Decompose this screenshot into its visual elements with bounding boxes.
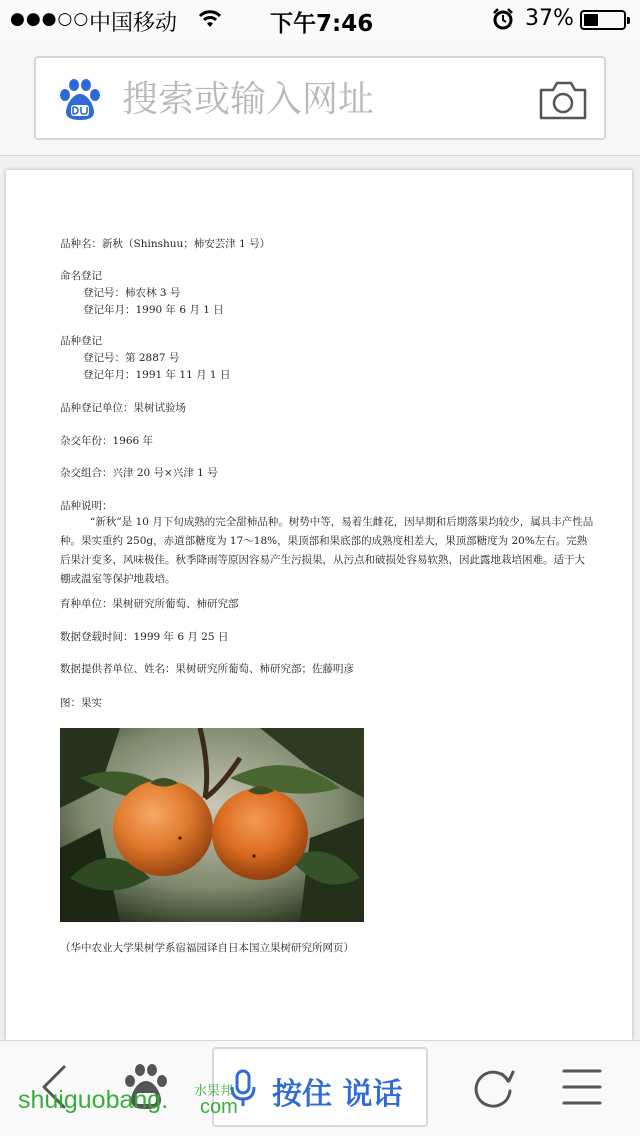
wifi-icon [198,8,222,30]
carrier-name: 中国移动 [89,11,178,36]
photo-caption: （华中农业大学果树学系宿福园译自日本国立果树研究所网页） [60,942,354,954]
cross-combination: 杂交组合：兴津 20 号×兴津 1 号 [60,467,218,479]
variety-name: 品种名：新秋（Shinshuu；柿安芸津 1 号） [60,238,271,250]
alarm-icon [492,8,514,30]
site-watermark [18,1083,238,1118]
search-input[interactable] [122,74,522,124]
variety-registration-heading: 品种登记 [60,335,102,347]
clock: 下午7:46 [270,11,374,37]
voice-input-button[interactable] [212,1047,428,1127]
registration-unit: 品种登记单位：果树试验场 [60,402,186,414]
breeding-unit: 育种单位：果树研究所葡萄、柿研究部 [60,598,239,610]
variety-registration-date: 登记年月：1991 年 11 月 1 日 [83,369,231,381]
naming-registration-date: 登记年月：1990 年 6 月 1 日 [83,304,224,316]
menu-icon[interactable] [560,1061,604,1113]
data-provider: 数据提供者单位、姓名：果树研究所葡萄、柿研究部；佐藤明彦 [60,663,354,675]
battery-fill [584,14,598,26]
data-date: 数据登载时间：1999 年 6 月 25 日 [60,631,229,643]
naming-registration-number: 登记号：柿农林 3 号 [83,287,181,299]
figure-label: 图：果实 [60,697,102,709]
search-box[interactable] [34,56,606,140]
camera-icon[interactable] [538,78,588,122]
cross-year: 杂交年份：1966 年 [60,435,154,447]
battery-nub [627,17,630,24]
description-paragraph: “新秋”是 10 月下旬成熟的完全甜柿品种。树势中等，易着生雌花，因早期和后期落果均较少，属具丰产性品种。果实重约 250g，赤道部糖度为 17～18%，果顶部和果底部的成熟度相差大，果顶部糖度为 20%左右。完熟后果汁变多，风味极佳。秋季降雨等原因容易产生污损果，从污点和破损处容易软熟，因此露地栽培困难。适于大棚或温室等保护地栽培。 [60,516,594,585]
baidu-paw-icon[interactable] [58,78,102,122]
signal-strength: ●●●○○ [10,9,90,29]
status-bar [0,0,640,40]
naming-registration-heading: 命名登记 [60,270,102,282]
watermark-com: com [200,1096,238,1118]
document-page [6,170,632,1040]
battery-percent: 37% [525,6,574,31]
voice-input-label: 按住 说话 [272,1077,403,1112]
battery-icon [580,10,626,30]
watermark-chinese: 水果邦 [194,1083,234,1098]
variety-registration-number: 登记号：第 2887 号 [83,352,180,364]
persimmon-photo [60,728,364,922]
address-area [0,40,640,156]
refresh-icon[interactable] [470,1061,516,1113]
description-heading: 品种说明： [60,500,113,512]
watermark-text: shuiguobang. [18,1086,169,1114]
